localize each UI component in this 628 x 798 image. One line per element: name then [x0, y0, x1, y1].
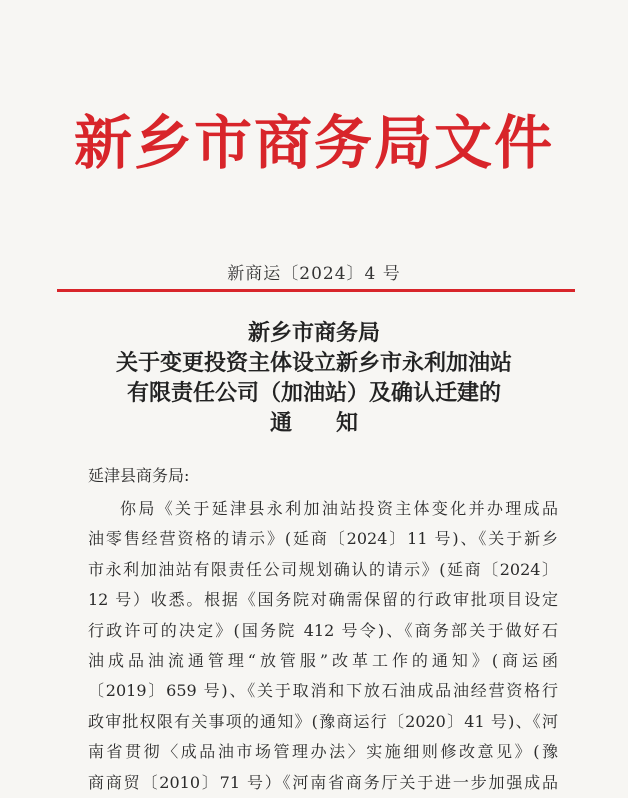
body-line: 政审批权限有关事项的通知》(豫商运行〔2020〕41 号)、《河: [88, 711, 558, 731]
notice-title-line-3: 有限责任公司（加油站）及确认迁建的: [126, 380, 501, 406]
notice-title: [0, 318, 628, 438]
document-header-title: 新乡市商务局文件: [73, 109, 554, 177]
body-text: [88, 494, 558, 798]
body-line: 12 号）收悉。根据《国务院对确需保留的行政审批项目设定: [88, 590, 558, 610]
body-line: 油零售经营资格的请示》(延商〔2024〕11 号)、《关于新乡: [88, 529, 558, 549]
body-line: 你局《关于延津县永利加油站投资主体变化并办理成品: [120, 499, 558, 518]
body-line: 〔2019〕659 号)、《关于取消和下放石油成品油经营资格行: [88, 681, 558, 701]
body-line: 行政许可的决定》(国务院 412 号令)、《商务部关于做好石: [88, 620, 558, 640]
addressee: 延津县商务局:: [88, 466, 190, 485]
body-line: 市永利加油站有限责任公司规划确认的请示》(延商〔2024〕: [88, 559, 558, 579]
notice-title-line-4: 通 知: [269, 410, 358, 436]
notice-title-line-1: 新乡市商务局: [247, 320, 380, 346]
notice-title-line-2: 关于变更投资主体设立新乡市永利加油站: [115, 350, 512, 376]
body-line: 南省贯彻〈成品油市场管理办法〉实施细则修改意见》(豫: [88, 742, 558, 762]
body-line: 商商贸〔2010〕71 号）《河南省商务厅关于进一步加强成品: [88, 772, 558, 792]
body-line: 油成品油流通管理“放管服”改革工作的通知》(商运函: [88, 650, 558, 670]
red-divider-line: [57, 289, 575, 292]
document-number: 新商运〔2024〕4 号: [227, 264, 401, 284]
